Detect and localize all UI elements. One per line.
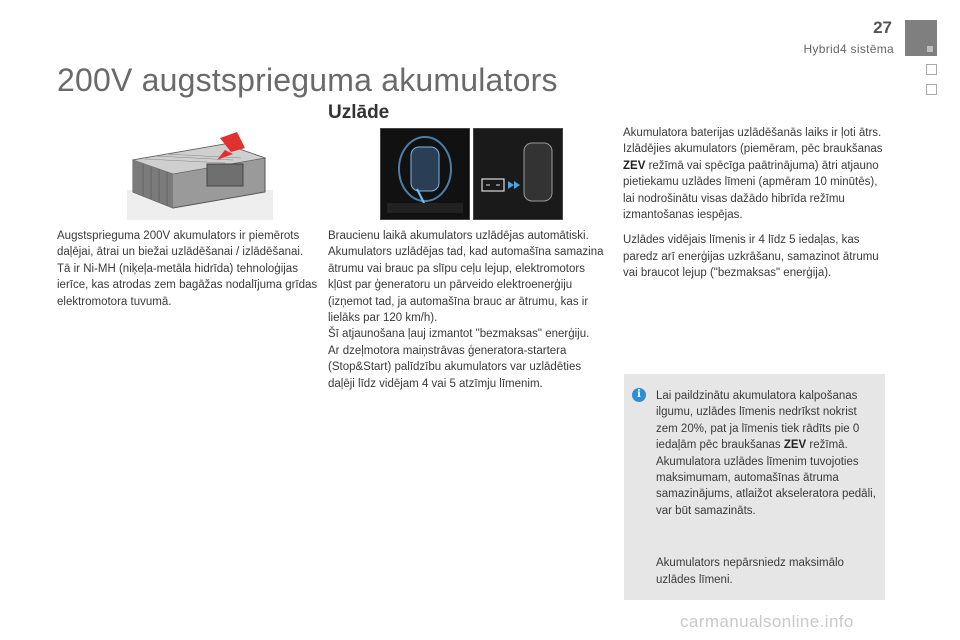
text-column-intro (57, 228, 319, 310)
paragraph: Šī atjaunošana ļauj izmantot "bezmaksas" enerģiju. (328, 328, 590, 341)
paragraph: Akumulators uzlādējas tad, kad automašīna samazina ātrumu vai brauc pa slīpu ceļu lejup, elektromotors kļūst par ģeneratoru un pārveido elektroenerģiju (izņemot tad, ja automašīna brauc ar ātrumu, kas ir lielāks par 120 km/h). (328, 246, 604, 325)
section-tab (926, 84, 937, 95)
paragraph: Akumulatora baterijas uzlādēšanās laiks ir ļoti ātrs. (623, 127, 882, 139)
info-box (624, 374, 885, 600)
paragraph: Izlādējies akumulators (piemēram, pēc braukšanas ZEV režīmā vai spēcīga paātrinājuma) ātri atjauno pietiekamu uzlādes līmeni (apmēram 10 minūtēs), lai nodrošinātu visas dažādo hibrīda režīmu izmantošanas iespējas. (623, 143, 883, 222)
page-title: 200V augstsprieguma akumulators (57, 62, 558, 98)
text-column-charging (328, 228, 604, 392)
info-icon: i (632, 388, 646, 402)
paragraph: Lai paildzinātu akumulatora kalpošanas ilgumu, uzlādes līmenis nedrīkst nokrist zem 20%, pat ja līmenis tiek rādīts pie 0 iedaļām pēc braukšanas ZEV režīmā. Akumulatora uzlādes līmenim tuvojoties maksimumam, automašīnas ātruma samazinājums, atlaižot akseleratora pedāli, var būt samazināts. (656, 390, 876, 517)
section-tab-active (905, 20, 937, 56)
page-number: 27 (873, 18, 892, 37)
energy-flow-image (473, 128, 563, 220)
paragraph: Akumulators nepārsniedz maksimālo uzlādes līmeni. (656, 557, 844, 586)
zev-label: ZEV (623, 159, 646, 172)
info-text (656, 388, 878, 588)
section-title: Hybrid4 sistēma (803, 42, 894, 56)
zev-label: ZEV (783, 439, 807, 452)
paragraph: Braucienu laikā akumulators uzlādējas automātiski. (328, 230, 589, 242)
battery-illustration (125, 130, 275, 222)
paragraph: Uzlādes vidējais līmenis ir 4 līdz 5 iedaļas, kas paredz arī enerģijas uzkrāšanu, samazinot ātrumu vai braucot lejup ("bezmaksas" enerģija). (623, 234, 879, 280)
text-column-charge-time (623, 125, 885, 282)
paragraph: Ar dzeļmotora maiņstrāvas ģeneratora-startera (Stop&Start) palīdzību akumulators var uzlādēties daļēji līdz vidējam 4 vai 5 atzīmju līmenim. (328, 344, 582, 390)
paragraph: Augstsprieguma 200V akumulators ir piemērots daļējai, ātrai un biežai uzlādēšanai / izlādēšanai. (57, 230, 304, 259)
watermark: carmanualsonline.info (680, 612, 854, 631)
section-heading: Uzlāde (328, 102, 390, 123)
dashboard-charge-image (380, 128, 470, 220)
section-tab (926, 64, 937, 75)
paragraph: Tā ir Ni-MH (niķeļa-metāla hidrīda) tehnoloģijas ierīce, kas atrodas zem bagāžas nodalījuma grīdas elektromotora tuvumā. (57, 262, 318, 308)
